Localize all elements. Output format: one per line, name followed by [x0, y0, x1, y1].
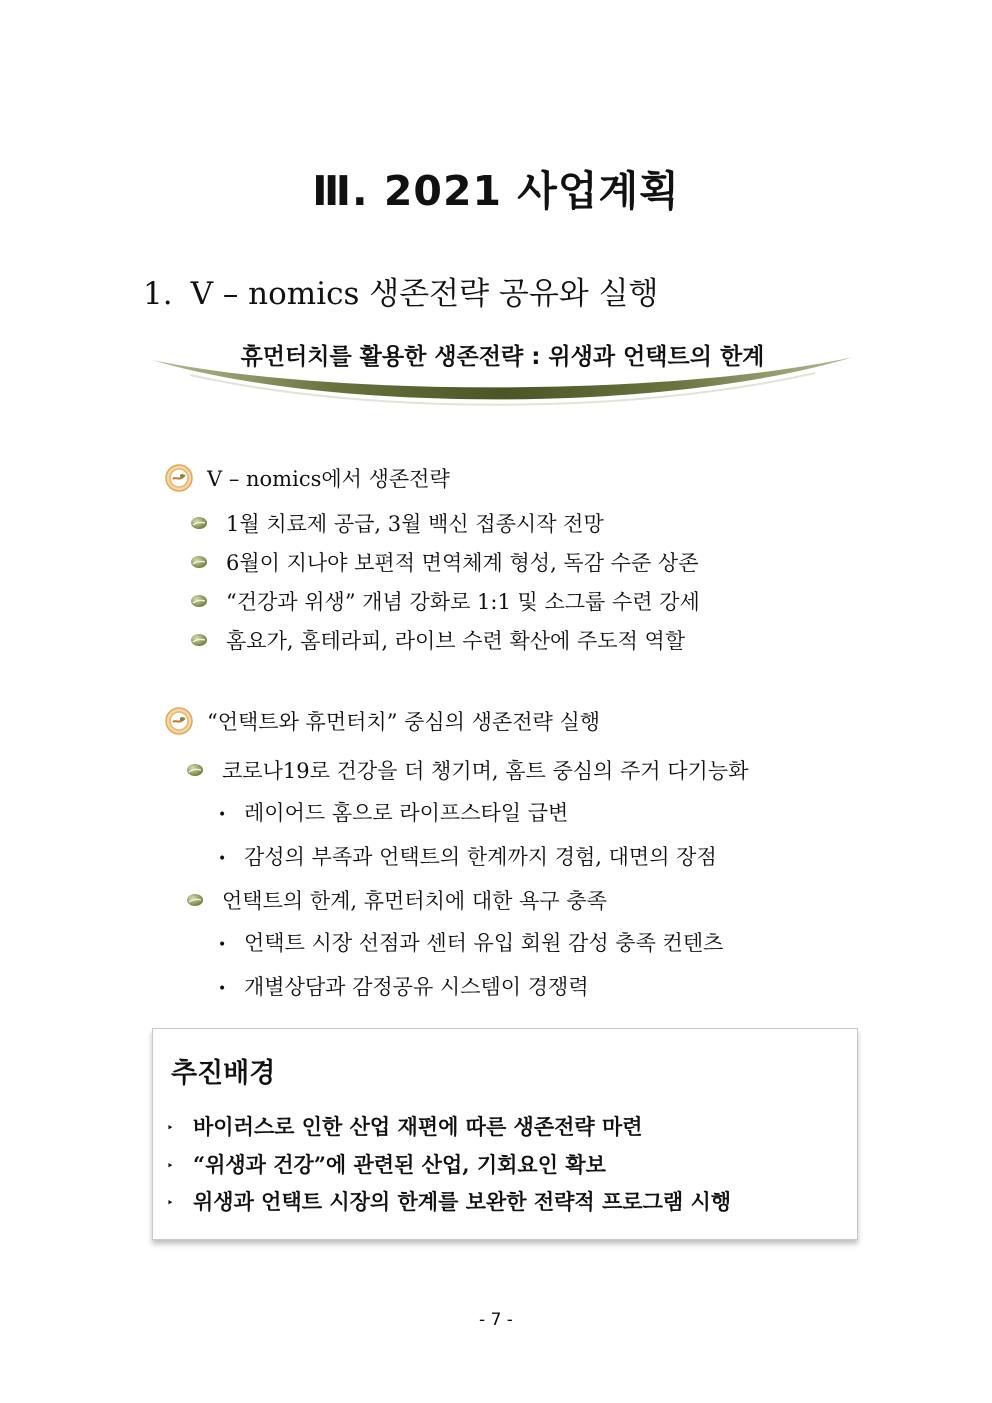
list-item-text: 코로나19로 건강을 더 챙기며, 홈트 중심의 주거 다기능화 [222, 759, 749, 783]
group-heading-2 [165, 706, 600, 736]
box-item-text: 위생과 언택트 시장의 한계를 보완한 전략적 프로그램 시행 [193, 1189, 732, 1214]
emblem-icon [165, 707, 193, 735]
bullet-dot-icon: • [218, 850, 227, 867]
page-number: - 7 - [479, 1310, 513, 1330]
list-item-text: 언택트의 한계, 휴먼터치에 대한 욕구 충족 [222, 889, 607, 913]
leaf-bullet-icon [190, 555, 208, 569]
sub-item-text: 개별상담과 감정공유 시스템이 경쟁력 [244, 975, 589, 999]
background-box [152, 1028, 858, 1240]
emblem-icon [165, 464, 193, 492]
bullet-dot-icon: • [218, 936, 227, 953]
box-title: 추진배경 [171, 1058, 276, 1089]
leaf-bullet-icon [186, 893, 204, 907]
triangle-bullet-icon: ‣ [167, 1198, 174, 1209]
sub-item [218, 841, 717, 871]
sub-item [218, 971, 589, 1001]
sub-item [218, 797, 568, 827]
list-item-text: “건강과 위생” 개념 강화로 1:1 및 소그룹 수련 강세 [226, 590, 700, 614]
list-item [190, 625, 685, 655]
bullet-dot-icon: • [218, 980, 227, 997]
leaf-bullet-icon [190, 633, 208, 647]
box-item [167, 1111, 643, 1141]
section-title-text: V – nomics 생존전략 공유와 실행 [190, 276, 659, 312]
group-heading-2-text: “언택트와 휴먼터치” 중심의 생존전략 실행 [207, 710, 601, 734]
box-item-text: 바이러스로 인한 산업 재편에 따른 생존전략 마련 [193, 1114, 643, 1139]
sub-item-text: 감성의 부족과 언택트의 한계까지 경험, 대면의 장점 [244, 845, 717, 869]
bullet-dot-icon: • [218, 806, 227, 823]
triangle-bullet-icon: ‣ [167, 1161, 174, 1172]
group-heading-1 [165, 463, 450, 493]
leaf-bullet-icon [190, 516, 208, 530]
sub-item [218, 927, 723, 957]
banner-title: 휴먼터치를 활용한 생존전략 : 위생과 언택트의 한계 [240, 344, 765, 370]
list-item-text: 6월이 지나야 보편적 면역체계 형성, 독감 수준 상존 [226, 551, 699, 575]
triangle-bullet-icon: ‣ [167, 1123, 174, 1134]
box-item [167, 1186, 731, 1216]
list-item [190, 586, 700, 616]
main-title: Ⅲ. 2021 사업계획 [312, 167, 680, 215]
list-item-text: 홈요가, 홈테라피, 라이브 수련 확산에 주도적 역할 [226, 629, 686, 653]
section-number: 1. [143, 276, 173, 312]
box-item-text: “위생과 건강”에 관련된 산업, 기회요인 확보 [193, 1152, 606, 1177]
list-item [186, 755, 748, 785]
sub-item-text: 언택트 시장 선점과 센터 유입 회원 감성 충족 컨텐츠 [244, 931, 724, 955]
box-item [167, 1149, 606, 1179]
section-title [143, 268, 658, 313]
list-item [186, 885, 607, 915]
leaf-bullet-icon [186, 763, 204, 777]
banner [150, 335, 855, 430]
list-item [190, 508, 604, 538]
leaf-bullet-icon [190, 594, 208, 608]
sub-item-text: 레이어드 홈으로 라이프스타일 급변 [244, 801, 569, 825]
list-item-text: 1월 치료제 공급, 3월 백신 접종시작 전망 [226, 512, 604, 536]
list-item [190, 547, 698, 577]
group-heading-1-text: V – nomics에서 생존전략 [207, 467, 450, 491]
